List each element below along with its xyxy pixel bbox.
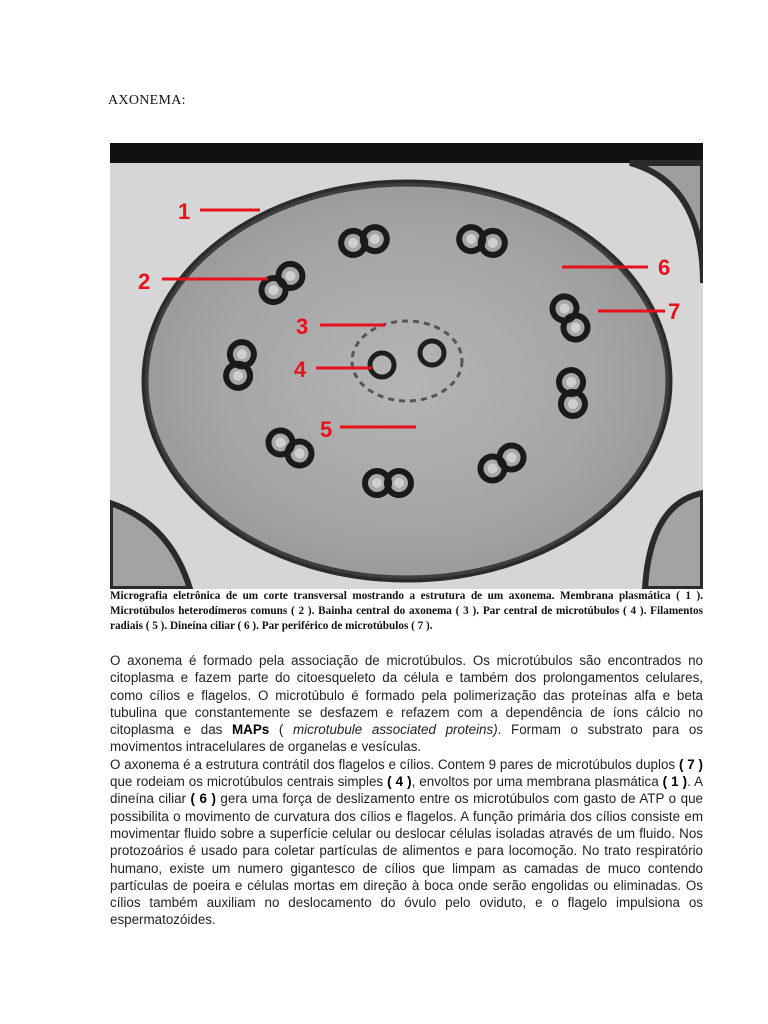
ref-4: ( 4 ) xyxy=(387,774,412,790)
paragraph-1-text: O axonema é formado pela associação de microtúbulos. Os microtúbulos são encontrados no citoplasma e fazem parte do citoesqueleto da célula e também dos prolongamentos celulares, como cílios e flagelos. O microtúbulo é formado pela polimerização das proteínas alfa e beta tubulina que constantemente se desfazem e refazem com a dependência de íons cálcio no citoplasma e das xyxy=(110,653,703,738)
paragraph-2-text: . A dineína ciliar xyxy=(110,774,704,807)
maps-term: MAPs xyxy=(232,722,270,738)
axoneme-micrograph xyxy=(110,143,703,589)
page-title: AXONEMA: xyxy=(108,93,186,108)
ref-1: ( 1 ) xyxy=(662,774,688,790)
paragraph-2-text: , envoltos por uma membrana plasmática xyxy=(411,774,663,790)
figure-label-7: 7 xyxy=(668,299,681,324)
ref-6: ( 6 ) xyxy=(190,791,216,807)
paragraph-1-text: . Formam o substrato para os movimentos intracelulares de organelas e vesículas. xyxy=(110,722,703,755)
figure-caption: Micrografia eletrônica de um corte transversal mostrando a estrutura de um axonema. Membrana plasmática ( 1 ). Microtúbulos heterodímeros comuns ( 2 ). Bainha central do axonema ( 3 ). Par central de microtúbulos ( 4 ). Filamentos radiais ( 5 ). Dineína ciliar ( 6 ). Par periférico de microtúbulos ( 7 ). xyxy=(110,590,703,632)
figure-label-3: 3 xyxy=(296,314,309,339)
paragraph-1-text: ( xyxy=(269,722,294,738)
paragraph-2-text: gera uma força de deslizamento entre os microtúbulos com gasto de ATP o que possibilita o movimento de curvatura dos cílios e flagelos. A função primária dos cílios consiste em movimentar fluido sobre a superfície celular ou deslocar células isoladas através de um fluido. Nos protozoários é usado para coletar partículas de alimentos e para locomoção. No trato respiratório humano, existe um numero gigantesco de cílios que limpam as camadas de muco contendo partículas de poeira e células mortas em direção à boca onde serão engolidas ou eliminadas. Os cílios também auxiliam no deslocamento do óvulo pelo oviduto, e o flagelo impulsiona os espermatozóides. xyxy=(110,791,703,928)
body-text xyxy=(110,652,703,929)
figure-label-2: 2 xyxy=(138,269,151,294)
paragraph-2-text: O axonema é a estrutura contrátil dos flagelos e cílios. Contem 9 pares de microtúbulos duplos xyxy=(110,756,679,772)
paragraph-1 xyxy=(110,652,703,756)
ref-7: ( 7 ) xyxy=(678,756,703,772)
figure-label-6: 6 xyxy=(658,255,671,280)
maps-expansion: microtubule associated proteins) xyxy=(293,722,498,738)
figure-label-1: 1 xyxy=(178,199,191,224)
paragraph-2-text: que rodeiam os microtúbulos centrais simples xyxy=(110,774,388,790)
figure-label-5: 5 xyxy=(320,417,333,442)
paragraph-2 xyxy=(110,756,703,929)
figure-label-4: 4 xyxy=(294,357,307,382)
